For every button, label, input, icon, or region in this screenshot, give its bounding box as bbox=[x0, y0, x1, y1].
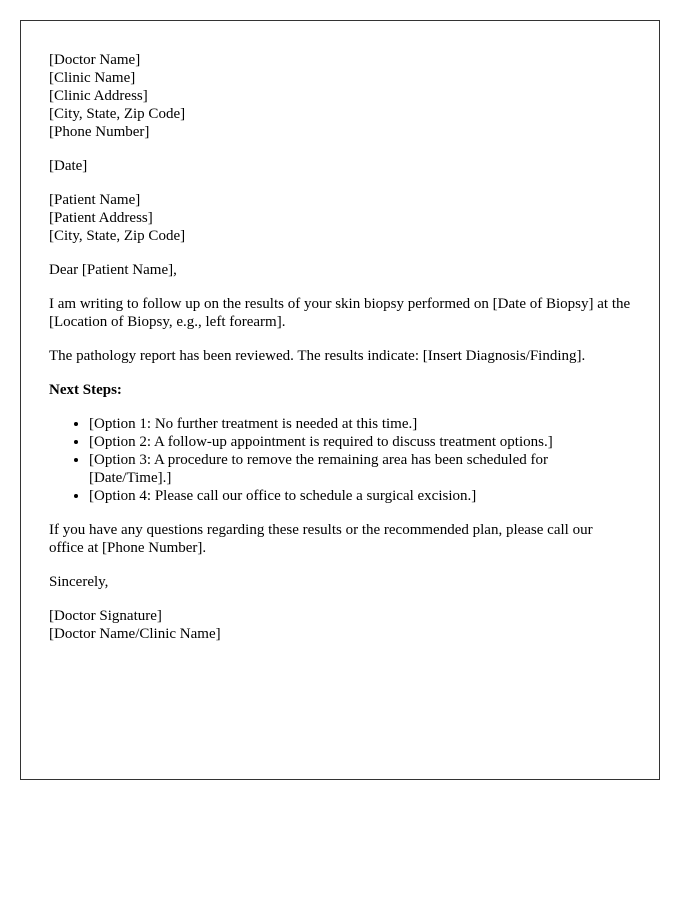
sender-phone: [Phone Number] bbox=[49, 124, 150, 140]
sender-address-block bbox=[49, 51, 631, 141]
results-paragraph: The pathology report has been reviewed. The results indicate: [Insert Diagnosis/Finding]. bbox=[49, 348, 586, 364]
list-item: • [Option 3: A procedure to remove the remaining area has been scheduled for [Date/Time].] bbox=[89, 451, 631, 487]
signature-block bbox=[49, 607, 631, 643]
next-steps-list bbox=[49, 415, 631, 505]
recipient-patient-address: [Patient Address] bbox=[49, 210, 153, 226]
list-item: • [Option 1: No further treatment is needed at this time.] bbox=[89, 415, 631, 433]
list-item: • [Option 4: Please call our office to schedule a surgical excision.] bbox=[89, 487, 631, 505]
sender-city-state-zip: [City, State, Zip Code] bbox=[49, 106, 186, 122]
letter-date bbox=[49, 157, 631, 175]
next-steps-heading: Next Steps: bbox=[49, 382, 122, 398]
sender-clinic-name: [Clinic Name] bbox=[49, 70, 136, 86]
letter-page bbox=[20, 20, 660, 780]
questions-paragraph: If you have any questions regarding these results or the recommended plan, please call our office at [Phone Number]. bbox=[49, 522, 593, 556]
doctor-signature: [Doctor Signature] bbox=[49, 608, 162, 624]
recipient-address-block bbox=[49, 191, 631, 245]
date-text: [Date] bbox=[49, 158, 88, 174]
sender-doctor-name: [Doctor Name] bbox=[49, 52, 141, 68]
sender-clinic-address: [Clinic Address] bbox=[49, 88, 148, 104]
intro-paragraph: I am writing to follow up on the results of your skin biopsy performed on [Date of Biopsy] at the [Location of Biopsy, e.g., left forearm]. bbox=[49, 296, 631, 330]
recipient-patient-name: [Patient Name] bbox=[49, 192, 141, 208]
list-item: • [Option 2: A follow-up appointment is required to discuss treatment options.] bbox=[89, 433, 631, 451]
salutation: Dear [Patient Name], bbox=[49, 262, 177, 278]
valediction: Sincerely, bbox=[49, 574, 109, 590]
doctor-name-clinic: [Doctor Name/Clinic Name] bbox=[49, 626, 221, 642]
recipient-city-state-zip: [City, State, Zip Code] bbox=[49, 228, 186, 244]
